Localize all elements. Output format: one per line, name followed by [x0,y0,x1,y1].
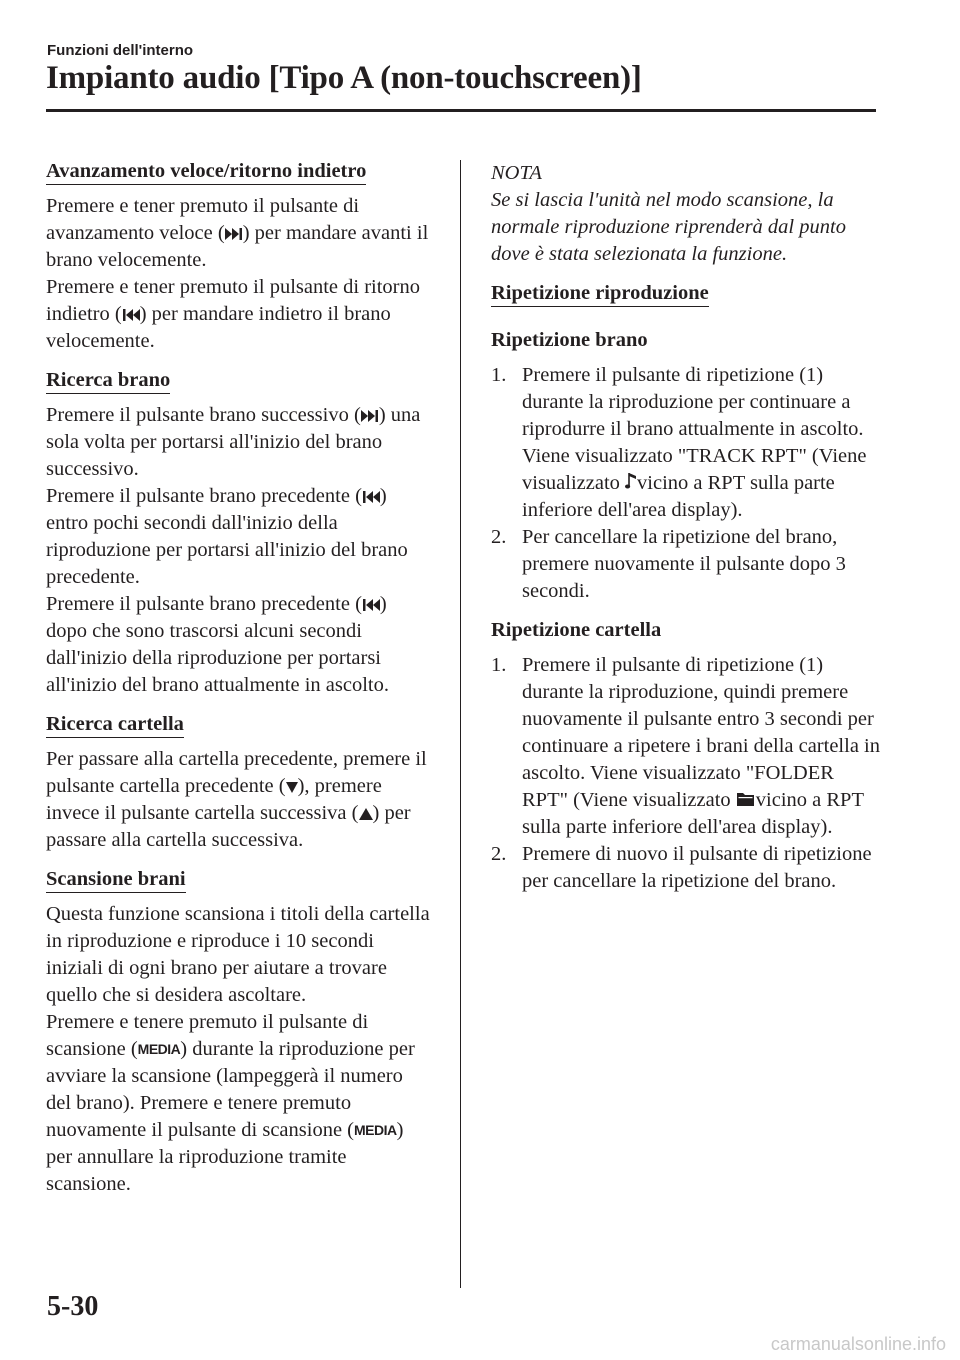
list-repeat-folder [491,652,881,895]
right-column [491,160,881,895]
folder-icon [736,790,756,808]
paragraph-tracksearch-1: Premere il pulsante brano successivo ( ) una sola volta per portarsi all'inizio del brano successivo. [46,404,421,480]
paragraph-fastforward-1: Premere e tener premuto il pulsante di avanzamento veloce ( ) per mandare avanti il brano velocemente. [46,195,429,271]
previous-track-icon [362,490,380,504]
note-title: NOTA [491,162,542,184]
heading-repeat: Ripetizione riproduzione [491,282,709,307]
subheading-repeat-folder: Ripetizione cartella [491,619,662,641]
paragraph-foldersearch-1: Per passare alla cartella precedente, premere il pulsante cartella precedente ( ), premere invece il pulsante cartella successiva ( ) per passare alla cartella successiva. [46,748,427,851]
triangle-down-icon [286,780,298,794]
paragraph-tracksearch-2: Premere il pulsante brano precedente ( ) entro pochi secondi dall'inizio della riproduzione per portarsi all'inizio del brano precedente. [46,485,408,588]
media-button-label: MEDIA [137,1041,181,1057]
next-track-icon [361,409,379,423]
previous-track-icon [122,308,140,322]
subheading-repeat-track: Ripetizione brano [491,329,648,351]
heading-foldersearch: Ricerca cartella [46,713,184,738]
page-title: Impianto audio [Tipo A (non-touchscreen)] [46,60,642,96]
section-label: Funzioni dell'interno [47,42,194,59]
list-item: 2. Per cancellare la ripetizione del brano, premere nuovamente il pulsante dopo 3 secondi. [491,526,846,602]
media-button-label: MEDIA [354,1122,397,1138]
list-item: 1. Premere il pulsante di ripetizione (1) durante la riproduzione per continuare a riprodurre il brano attualmente in ascolto. Viene visualizzato "TRACK RPT" (Viene visualizzato vicino a RPT sulla parte inferiore dell'area display). [491,364,867,521]
paragraph-scan-2: Premere e tenere premuto il pulsante di scansione (MEDIA) durante la riproduzione per avviare la scansione (lampeggerà il numero del brano). Premere e tenere premuto nuovamente il pulsante di scansione (MEDIA) per annullare la riproduzione tramite scansione. [46,1011,415,1195]
paragraph-scan-1: Questa funzione scansiona i titoli della cartella in riproduzione e riproduce i 10 secondi iniziali di ogni brano per aiutare a trovare quello che si desidera ascoltare. [46,903,430,1006]
heading-fastforward: Avanzamento veloce/ritorno indietro [46,160,366,185]
previous-track-icon [362,598,380,612]
heading-tracksearch: Ricerca brano [46,369,170,394]
column-divider [460,160,461,1288]
header-rule [46,109,876,112]
triangle-up-icon [359,807,373,821]
note-text: Se si lascia l'unità nel modo scansione, la normale riproduzione riprenderà dal punto dove è stata selezionata la funzione. [491,189,846,265]
heading-scan: Scansione brani [46,868,186,893]
next-track-icon [225,227,243,241]
paragraph-tracksearch-3: Premere il pulsante brano precedente ( ) dopo che sono trascorsi alcuni secondi dall'inizio della riproduzione per portarsi all'inizio del brano attualmente in ascolto. [46,593,389,696]
left-column [46,160,430,1198]
list-item: 1. Premere il pulsante di ripetizione (1) durante la riproduzione, quindi premere nuovamente il pulsante entro 3 secondi per continuare a ripetere i brani della cartella in ascolto. Viene visualizzato "FOLDER RPT" (Viene visualizzato vicino a RPT sulla parte inferiore dell'area display). [491,654,880,838]
music-note-icon [625,471,637,491]
list-repeat-track [491,362,881,605]
paragraph-fastforward-2: Premere e tener premuto il pulsante di ritorno indietro ( ) per mandare indietro il brano velocemente. [46,276,421,352]
watermark: carmanualsonline.info [770,1334,946,1354]
list-item: 2. Premere di nuovo il pulsante di ripetizione per cancellare la ripetizione del brano. [491,843,872,892]
page-number: 5-30 [47,1291,99,1322]
